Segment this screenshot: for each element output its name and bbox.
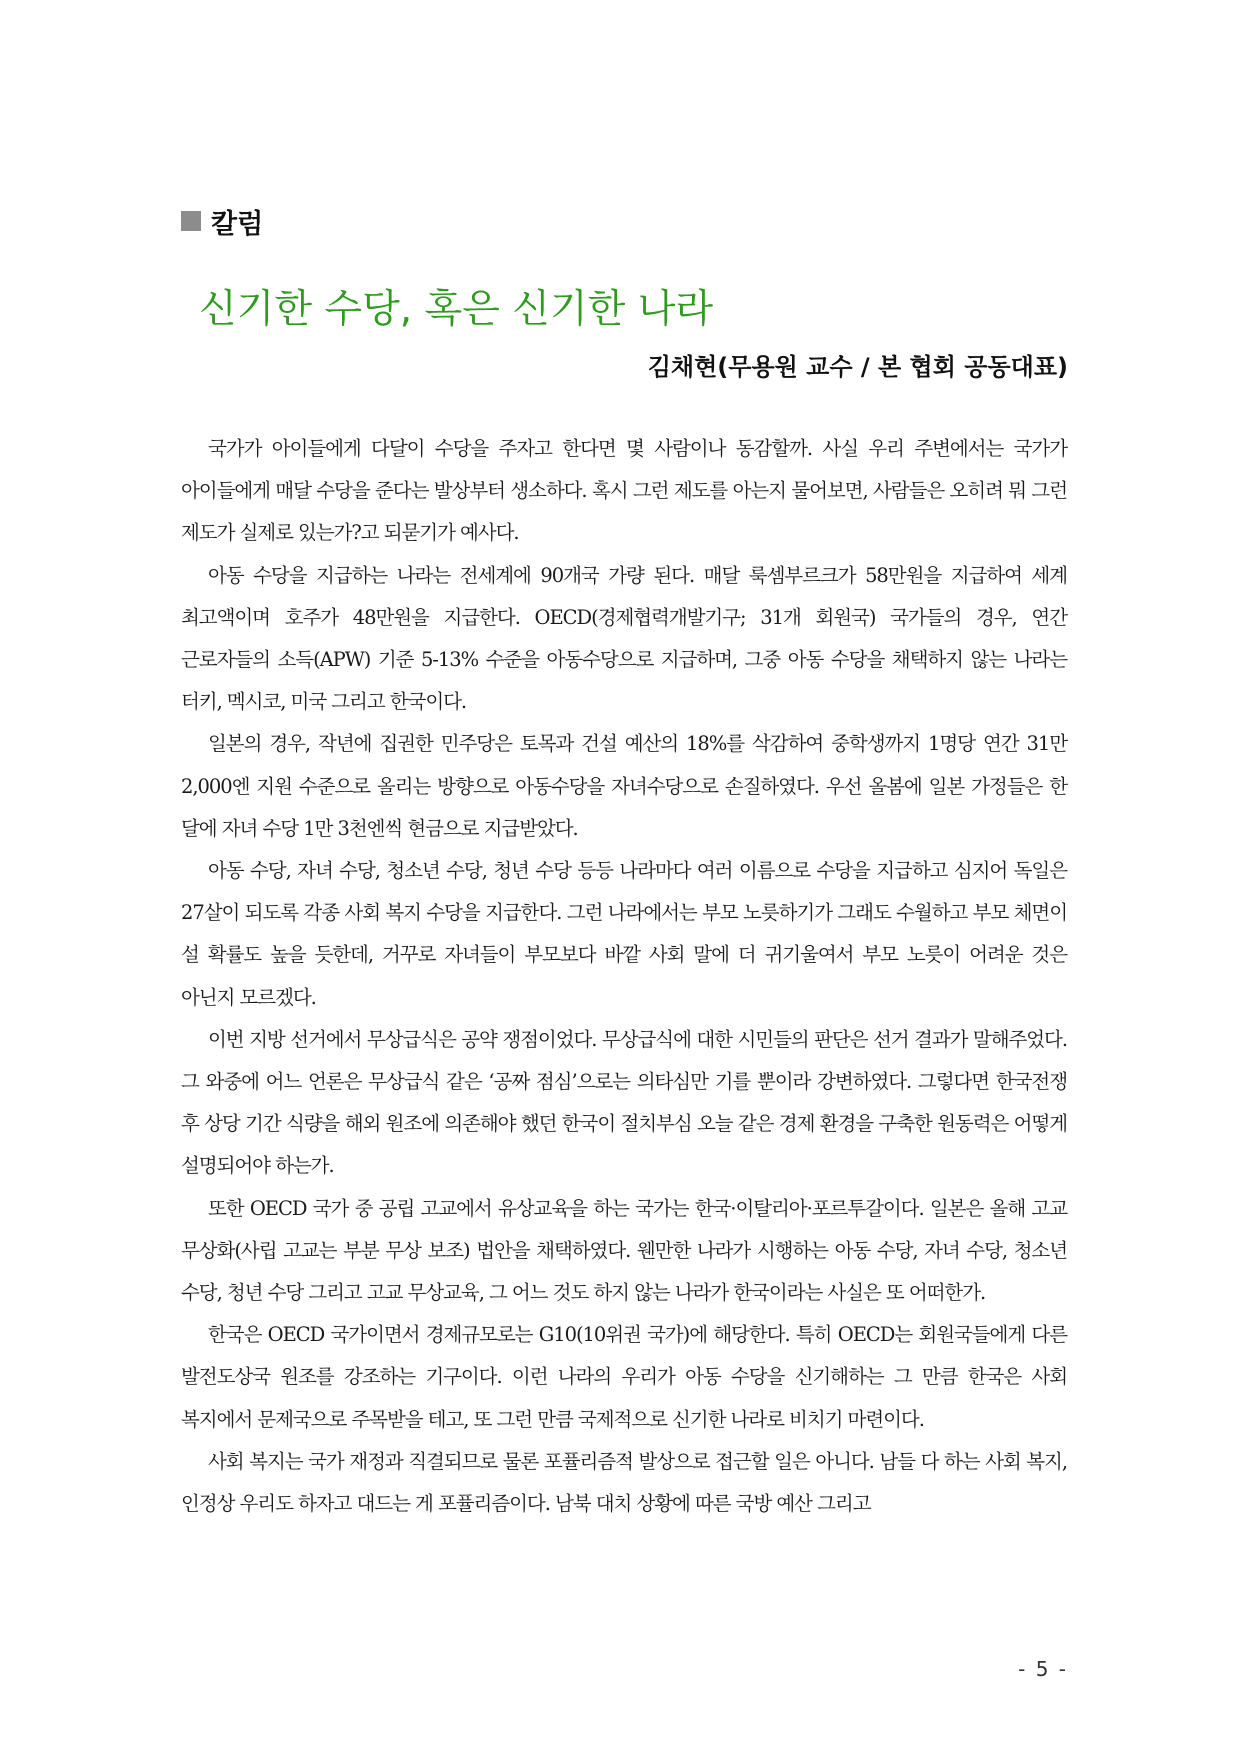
- page-number: - 5 -: [1018, 1657, 1068, 1681]
- square-bullet-icon: [181, 211, 201, 231]
- paragraph: 아동 수당, 자녀 수당, 청소년 수당, 청년 수당 등등 나라마다 여러 이름으로 수당을 지급하고 심지어 독일은 27살이 되도록 각종 사회 복지 수당을 지급한다. 그런 나라에서는 부모 노릇하기가 그래도 수월하고 부모 체면이 설 확률도 높을 듯한데, 거꾸로 자녀들이 부모보다 바깥 사회 말에 더 귀기울여서 부모 노릇이 어려운 것은 아닌지 모르겠다.: [181, 859, 1067, 1009]
- paragraph: 이번 지방 선거에서 무상급식은 공약 쟁점이었다. 무상급식에 대한 시민들의 판단은 선거 결과가 말해주었다. 그 와중에 어느 언론은 무상급식 같은 ‘공짜 점심’으로는 의타심만 기를 뿐이라 강변하였다. 그렇다면 한국전쟁 후 상당 기간 식량을 해외 원조에 의존해야 했던 한국이 절치부심 오늘 같은 경제 환경을 구축한 원동력은 어떻게 설명되어야 하는가.: [181, 1027, 1067, 1178]
- author-byline: 김채현(무용원 교수 / 본 협회 공동대표): [647, 353, 1068, 381]
- paragraph: 한국은 OECD 국가이면서 경제규모로는 G10(10위권 국가)에 해당한다. 특히 OECD는 회원국들에게 다른 발전도상국 원조를 강조하는 기구이다. 이런 나라의 우리가 아동 수당을 신기해하는 그 만큼 한국은 사회 복지에서 문제국으로 주목받을 테고, 또 그런 만큼 국제적으로 신기한 나라로 비치기 마련이다.: [181, 1323, 1067, 1431]
- paragraph: 사회 복지는 국가 재정과 직결되므로 물론 포퓰리즘적 발상으로 접근할 일은 아니다. 남들 다 하는 사회 복지, 인정상 우리도 하자고 대드는 게 포퓰리즘이다. 남북 대치 상황에 따른 국방 예산 그리고: [181, 1449, 1067, 1516]
- article-body: [181, 428, 1067, 1525]
- section-label: [181, 201, 263, 241]
- paragraph: 또한 OECD 국가 중 공립 고교에서 유상교육을 하는 국가는 한국·이탈리아·포르투갈이다. 일본은 올해 고교 무상화(사립 고교는 부분 무상 보조) 법안을 채택하였다. 웬만한 나라가 시행하는 아동 수당, 자녀 수당, 청소년 수당, 청년 수당 그리고 고교 무상교육, 그 어느 것도 하지 않는 나라가 한국이라는 사실은 또 어떠한가.: [181, 1196, 1067, 1305]
- paragraph: 아동 수당을 지급하는 나라는 전세계에 90개국 가량 된다. 매달 룩셈부르크가 58만원을 지급하여 세계 최고액이며 호주가 48만원을 지급한다. OECD(경제협력개발기구; 31개 회원국) 국가들의 경우, 연간 근로자들의 소득(APW) 기준 5-13% 수준을 아동수당으로 지급하며, 그중 아동 수당을 채택하지 않는 나라는 터키, 멕시코, 미국 그리고 한국이다.: [181, 563, 1067, 714]
- section-label-text: 칼럼: [211, 208, 264, 240]
- paragraph: 국가가 아이들에게 다달이 수당을 주자고 한다면 몇 사람이나 동감할까. 사실 우리 주변에서는 국가가 아이들에게 매달 수당을 준다는 발상부터 생소하다. 혹시 그런 제도를 아는지 물어보면, 사람들은 오히려 뭐 그런 제도가 실제로 있는가?고 되묻기가 예사다.: [181, 437, 1067, 545]
- paragraph: 일본의 경우, 작년에 집권한 민주당은 토목과 건설 예산의 18%를 삭감하여 중학생까지 1명당 연간 31만 2,000엔 지원 수준으로 올리는 방향으로 아동수당을 자녀수당으로 손질하였다. 우선 올봄에 일본 가정들은 한 달에 자녀 수당 1만 3천엔씩 현금으로 지급받았다.: [181, 732, 1067, 840]
- article-title: 신기한 수당, 혹은 신기한 나라: [199, 287, 714, 332]
